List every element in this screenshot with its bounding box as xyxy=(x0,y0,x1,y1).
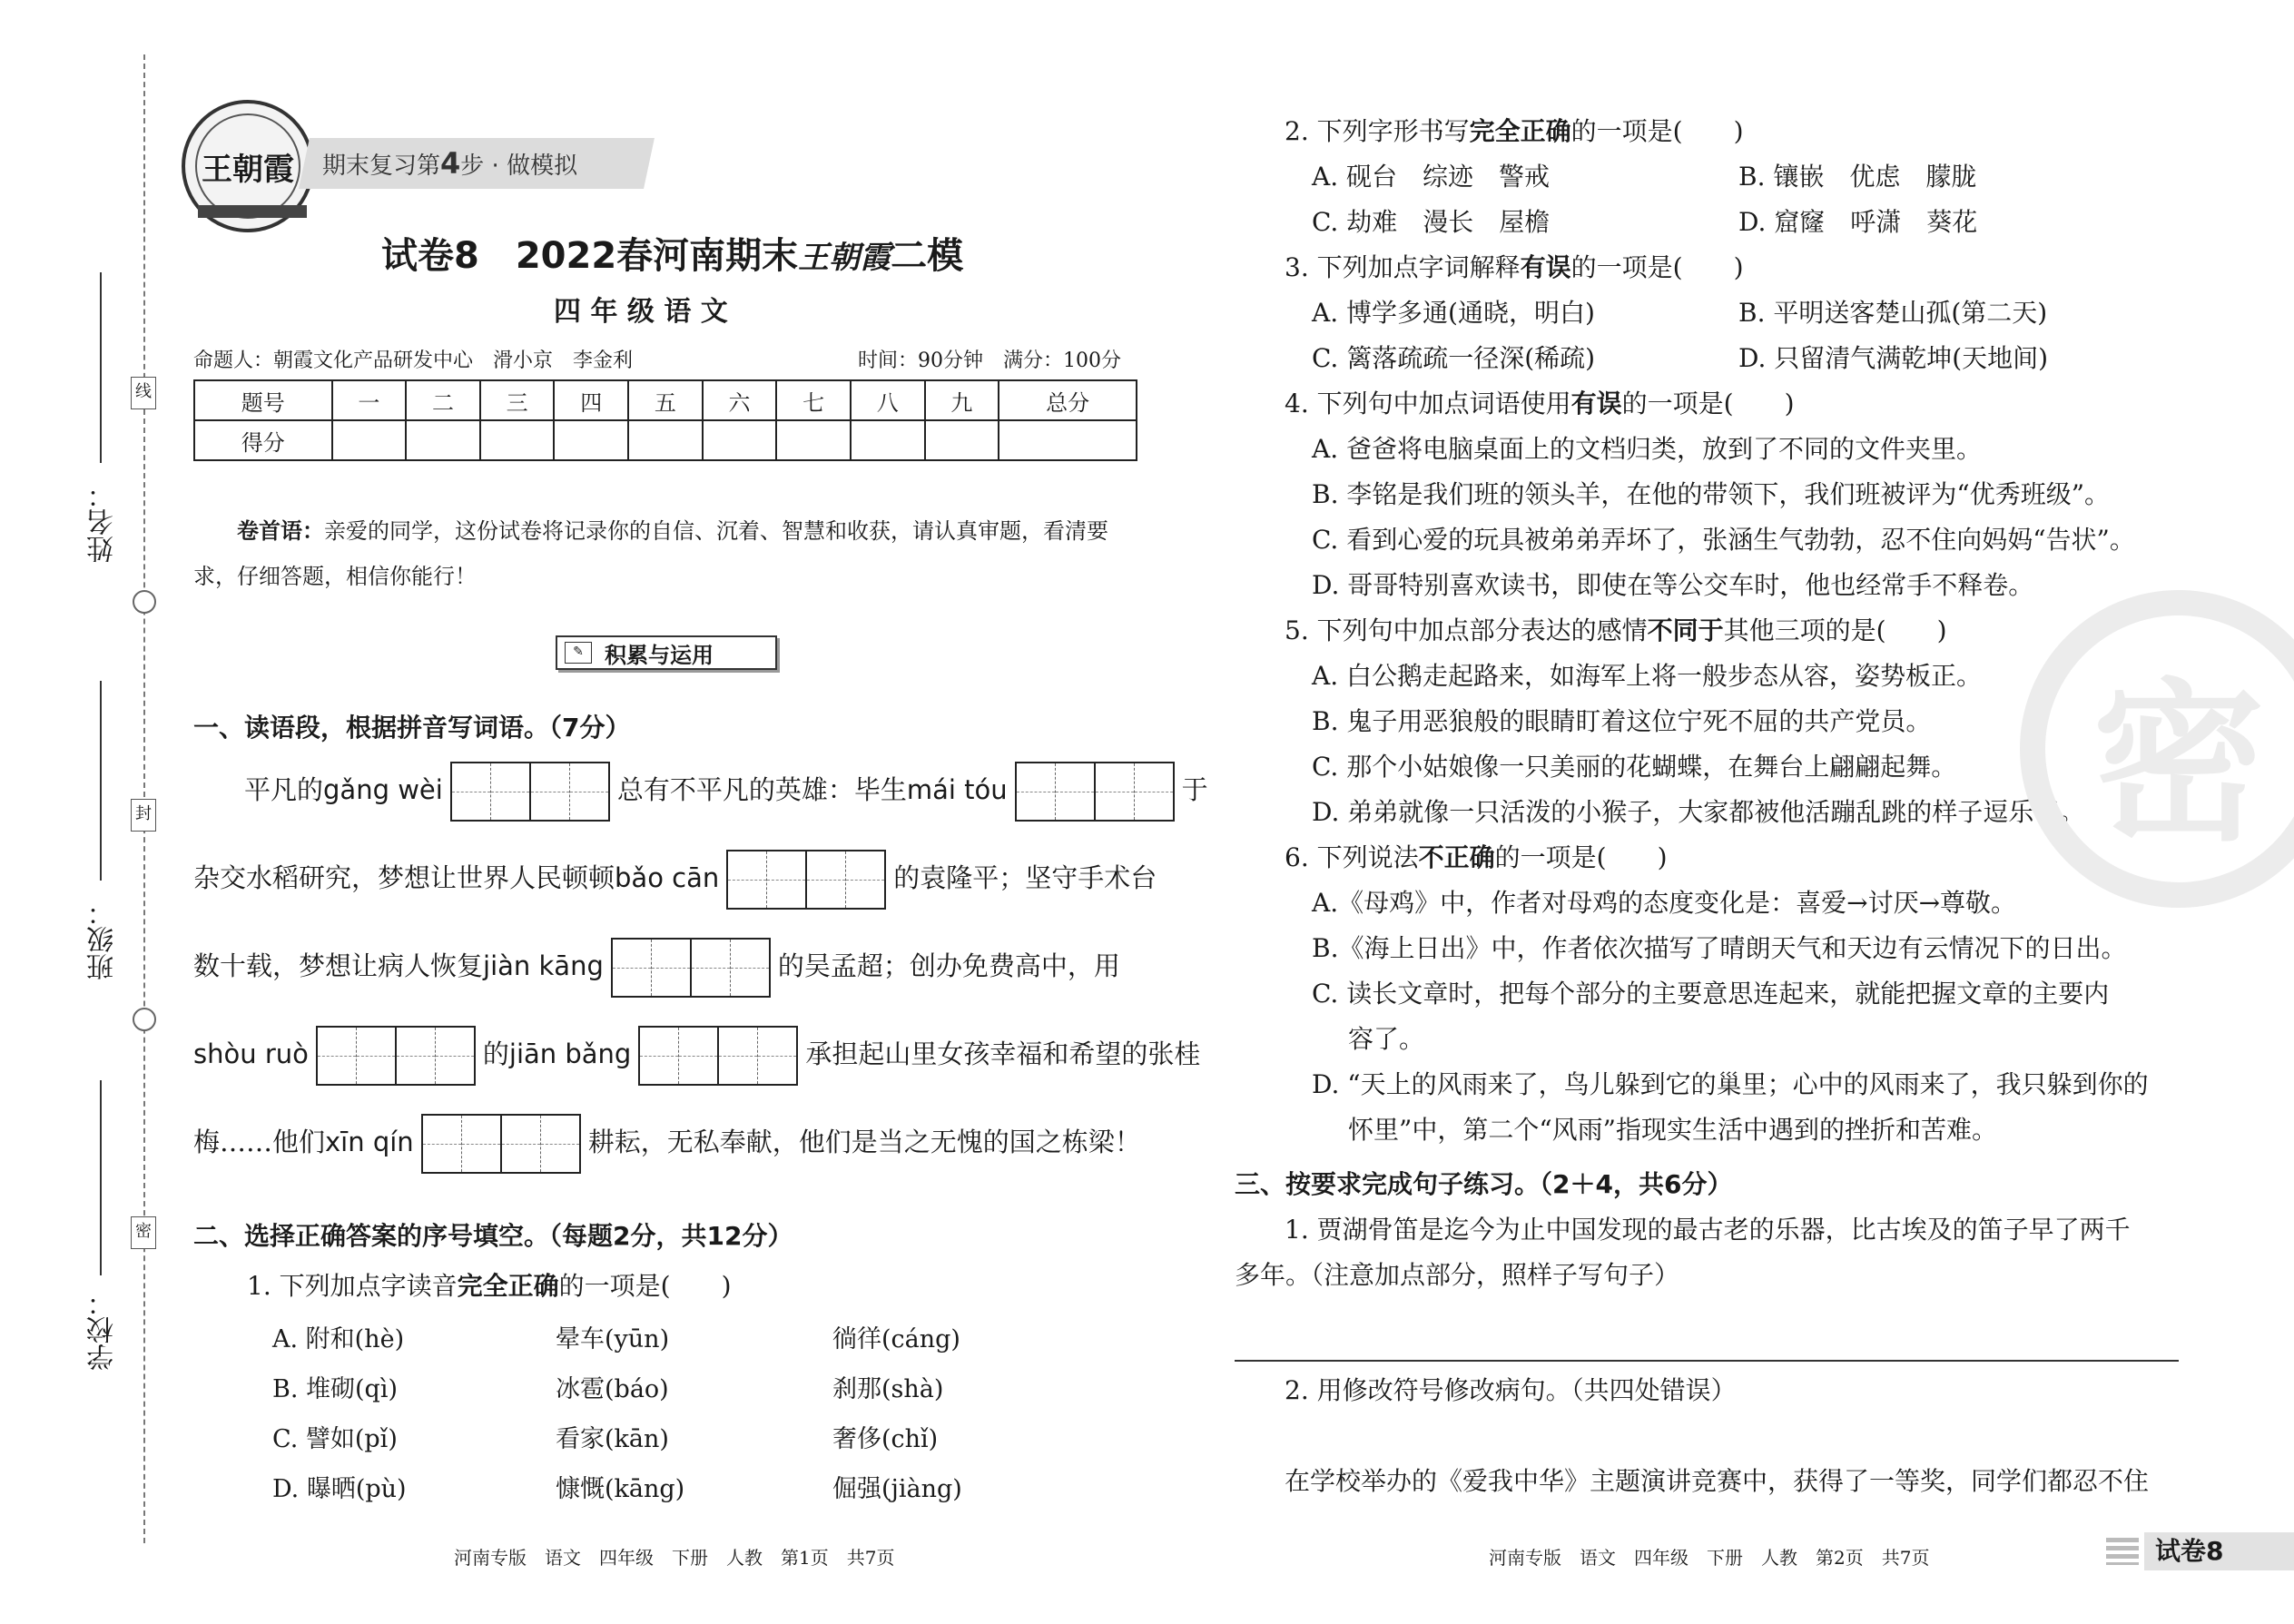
option-item: 看家(kān) xyxy=(556,1425,669,1453)
option-d[interactable]: D. 哥哥特别喜欢读书，即使在等公交车时，他也经常手不释卷。 xyxy=(1312,570,2034,600)
q2-s3-stem: 3. 下列加点字词解释有误的一项是( ) xyxy=(1285,252,1744,282)
time-score: 时间：90分钟 满分：100分 xyxy=(858,349,1121,372)
q3-s1-line1: 1. 贾湖骨笛是迄今为止中国发现的最古老的乐器，比古埃及的笛子早了两千 xyxy=(1285,1215,2131,1245)
answer-box-shouruo[interactable] xyxy=(316,1026,476,1086)
option-row xyxy=(272,1464,962,1514)
score-cell[interactable] xyxy=(406,420,480,460)
footer-right: 河南专版 语文 四年级 下册 人教 第2页 共7页 xyxy=(1489,1547,1930,1569)
score-header: 三 xyxy=(480,380,555,420)
option-c[interactable]: C. 篱落疏疏一径深(稀疏) xyxy=(1312,343,1596,373)
q2-s4-stem: 4. 下列句中加点词语使用有误的一项是( ) xyxy=(1285,389,1795,418)
option-row xyxy=(1235,200,2188,245)
option-row xyxy=(272,1414,962,1464)
option-c[interactable]: C. 读长文章时，把每个部分的主要意思连起来，就能把握文章的主要内 xyxy=(1312,979,2110,1009)
score-header: 题号 xyxy=(194,380,332,420)
score-header: 四 xyxy=(554,380,628,420)
q3-s2-text: 在学校举办的《爱我中华》主题演讲竞赛中，获得了一等奖，同学们都忍不住 xyxy=(1285,1466,2150,1496)
answer-box-xinqin[interactable] xyxy=(421,1114,581,1174)
class-label: 班级： xyxy=(87,899,119,980)
paper-title: 试卷8 2022春河南期末王朝霞二模 xyxy=(381,235,964,277)
option-b[interactable]: B. 镶嵌 优虑 朦胧 xyxy=(1738,162,1977,192)
paper-tag: 试卷8 xyxy=(2144,1532,2294,1570)
q1-line2: 杂交水稻研究，梦想让世界人民顿顿bǎo cān 的袁隆平；坚守手术台 xyxy=(193,846,1157,910)
q1-title: 一、读语段，根据拼音写词语。（7分） xyxy=(193,713,631,743)
option-d[interactable]: D. “天上的风雨来了，鸟儿躲到它的巢里；心中的风雨来了，我只躲到你的 xyxy=(1312,1069,2149,1099)
score-cell[interactable] xyxy=(554,420,628,460)
binding-mark-secret: 密 xyxy=(131,1216,156,1249)
score-row xyxy=(194,420,1137,460)
step-banner: 期末复习第4步 · 做模拟 xyxy=(299,138,655,189)
option-c-cont: 容了。 xyxy=(1348,1024,1425,1054)
name-label: 姓名： xyxy=(87,481,119,563)
option-row xyxy=(1235,154,2188,200)
q2-s1-options xyxy=(272,1314,962,1514)
q2-s1-stem: 1. 下列加点字读音完全正确的一项是( ) xyxy=(247,1271,732,1301)
option-row xyxy=(1235,290,2188,336)
option-item: 奢侈(chǐ) xyxy=(832,1425,939,1453)
score-cell[interactable] xyxy=(703,420,777,460)
section-banner: ✎ 积累与运用 xyxy=(556,635,777,670)
option-a[interactable]: A. 爸爸将电脑桌面上的文档归类，放到了不同的文件夹里。 xyxy=(1312,434,1983,464)
q3-s1-answer-line[interactable] xyxy=(1235,1360,2179,1362)
option-b[interactable]: B. 李铭是我们班的领头羊，在他的带领下，我们班被评为“优秀班级”。 xyxy=(1312,479,2111,509)
option-a[interactable]: A.《母鸡》中，作者对母鸡的态度变化是：喜爱→讨厌→尊敬。 xyxy=(1312,888,2017,918)
option-c[interactable]: C. 那个小姑娘像一只美丽的花蝴蝶，在舞台上翩翩起舞。 xyxy=(1312,752,1957,782)
pinyin: jiàn kāng xyxy=(483,950,604,981)
option-b[interactable]: B. 平明送客楚山孤(第二天) xyxy=(1738,298,2048,328)
name-field[interactable] xyxy=(100,272,102,463)
option-c[interactable]: C. 看到心爱的玩具被弟弟弄坏了，张涵生气勃勃，忍不住向妈妈“告状”。 xyxy=(1312,525,2135,555)
option-a[interactable]: A. 砚台 综迹 警戒 xyxy=(1312,162,1551,192)
school-label: 学校： xyxy=(87,1289,119,1371)
pinyin: jiān bǎng xyxy=(508,1038,632,1069)
q1-line4: shòu ruò 的jiān bǎng 承担起山里女孩幸福和希望的张桂 xyxy=(193,1022,1200,1086)
option-a[interactable]: A. 博学多通(通晓，明白) xyxy=(1312,298,1595,328)
score-header: 七 xyxy=(776,380,851,420)
option-d-cont: 怀里”中，第二个“风雨”指现实生活中遇到的挫折和苦难。 xyxy=(1348,1115,1997,1145)
logo-ribbon xyxy=(198,205,307,218)
authors: 命题人：朝霞文化产品研发中心 滑小京 李金利 xyxy=(193,349,634,372)
pinyin: gǎng wèi xyxy=(323,774,443,805)
score-header: 九 xyxy=(925,380,999,420)
option-b[interactable]: B. 鬼子用恶狼般的眼睛盯着这位宁死不屈的共产党员。 xyxy=(1312,706,1932,736)
option-item: 冰雹(báo) xyxy=(556,1375,669,1403)
option-d[interactable]: D. 曝晒(pù) xyxy=(272,1475,407,1503)
q3-title: 三、按要求完成句子练习。（2＋4，共6分） xyxy=(1235,1169,1733,1199)
school-field[interactable] xyxy=(100,1080,102,1275)
binding-mark-seal: 封 xyxy=(131,799,156,832)
pinyin: shòu ruò xyxy=(193,1038,309,1069)
q2-s5-stem: 5. 下列句中加点部分表达的感情不同于其他三项的是( ) xyxy=(1285,615,1947,645)
score-header: 一 xyxy=(332,380,407,420)
q3-s1-line2: 多年。（注意加点部分，照样子写句子） xyxy=(1235,1260,1680,1290)
q1-line5: 梅……他们xīn qín 耕耘，无私奉献，他们是当之无愧的国之栋梁！ xyxy=(193,1110,1141,1174)
score-header: 五 xyxy=(628,380,703,420)
option-row xyxy=(1235,336,2188,381)
q1-line3: 数十载，梦想让病人恢复jiàn kāng 的吴孟超；创办免费高中，用 xyxy=(193,934,1120,998)
answer-box-jianbang[interactable] xyxy=(638,1026,798,1086)
option-d[interactable]: D. 窟窿 呼潇 葵花 xyxy=(1738,207,1978,237)
footer-stripes xyxy=(2106,1538,2139,1565)
score-cell[interactable] xyxy=(480,420,555,460)
pencil-icon: ✎ xyxy=(565,642,592,664)
option-item: 倔强(jiàng) xyxy=(832,1475,962,1503)
option-a[interactable]: A. 附和(hè) xyxy=(272,1325,405,1353)
score-row-label: 得分 xyxy=(194,420,332,460)
answer-box-maitou[interactable] xyxy=(1015,762,1175,822)
binding-ring-icon xyxy=(133,590,156,614)
option-row xyxy=(272,1314,962,1364)
answer-box-baocan[interactable] xyxy=(726,850,886,910)
option-d[interactable]: D. 只留清气满乾坤(天地间) xyxy=(1738,343,2049,373)
score-header: 总分 xyxy=(999,380,1137,420)
option-b[interactable]: B. 堆砌(qì) xyxy=(272,1375,398,1403)
q3-s2-stem: 2. 用修改符号修改病句。（共四处错误） xyxy=(1285,1375,1737,1405)
score-cell[interactable] xyxy=(776,420,851,460)
pinyin: bǎo cān xyxy=(615,862,720,893)
intro-text: 卷首语：亲爱的同学，这份试卷将记录你的自信、沉着、智慧和收获，请认真审题，看清要求，仔细答题，相信你能行！ xyxy=(193,517,1108,589)
paper-subtitle: 四 年 级 语 文 xyxy=(554,296,728,328)
brand-logo: 王朝霞 xyxy=(182,100,314,232)
score-header: 二 xyxy=(406,380,480,420)
option-a[interactable]: A. 白公鹅走起路来，如海军上将一般步态从容，姿势板正。 xyxy=(1312,661,1983,691)
class-field[interactable] xyxy=(100,681,102,881)
score-header: 六 xyxy=(703,380,777,420)
score-cell[interactable] xyxy=(851,420,925,460)
score-cell[interactable] xyxy=(332,420,407,460)
answer-box-jiankang[interactable] xyxy=(611,938,771,998)
score-cell[interactable] xyxy=(628,420,703,460)
option-b[interactable]: B.《海上日出》中，作者依次描写了晴朗天气和天边有云情况下的日出。 xyxy=(1312,933,2127,963)
score-table xyxy=(193,379,1137,461)
q2-title: 二、选择正确答案的序号填空。（每题2分，共12分） xyxy=(193,1221,793,1251)
option-c[interactable]: C. 譬如(pǐ) xyxy=(272,1425,398,1453)
binding-mark-line: 线 xyxy=(131,377,156,409)
seal-watermark: 密 xyxy=(2020,590,2294,908)
option-item: 慷慨(kāng) xyxy=(556,1475,685,1503)
binding-ring-icon xyxy=(133,1008,156,1031)
option-item: 晕车(yūn) xyxy=(556,1325,670,1353)
q1-line1: 平凡的gǎng wèi 总有不平凡的英雄：毕生mái tóu 于 xyxy=(193,758,1137,822)
option-d[interactable]: D. 弟弟就像一只活泼的小猴子，大家都被他活蹦乱跳的样子逗乐了。 xyxy=(1312,797,2085,827)
option-item: 刹那(shà) xyxy=(832,1375,944,1403)
option-row xyxy=(272,1364,962,1414)
q2-s6-stem: 6. 下列说法不正确的一项是( ) xyxy=(1285,842,1668,872)
pinyin: mái tóu xyxy=(906,774,1008,805)
score-cell[interactable] xyxy=(925,420,999,460)
option-c[interactable]: C. 劫难 漫长 屋檐 xyxy=(1312,207,1551,237)
footer-left: 河南专版 语文 四年级 下册 人教 第1页 共7页 xyxy=(454,1547,895,1569)
pinyin: xīn qín xyxy=(325,1127,414,1157)
score-header-row xyxy=(194,380,1137,420)
q2-s2-stem: 2. 下列字形书写完全正确的一项是( ) xyxy=(1285,116,1744,146)
option-item: 徜徉(cáng) xyxy=(832,1325,960,1353)
score-cell[interactable] xyxy=(999,420,1137,460)
score-header: 八 xyxy=(851,380,925,420)
answer-box-gangwei[interactable] xyxy=(450,762,610,822)
